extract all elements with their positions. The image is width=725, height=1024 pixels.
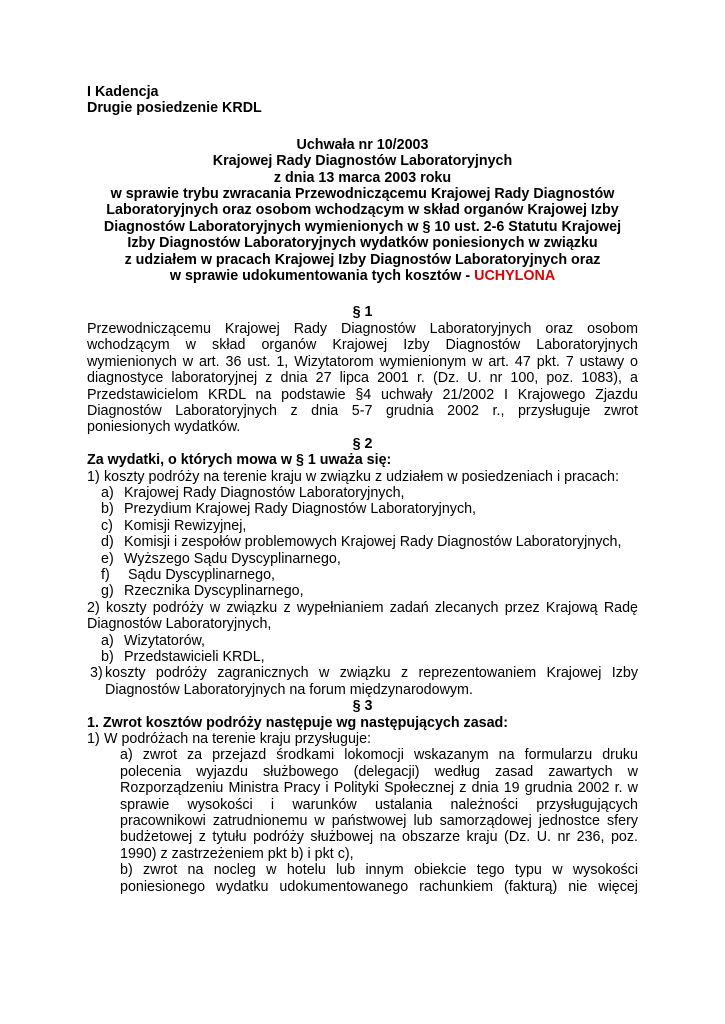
s2-item-1: [87, 469, 638, 485]
title-line-9-text: w sprawie udokumentowania tych kosztów -: [169, 268, 475, 285]
title-line-9: [87, 268, 638, 284]
list-item-text: Komisji Rewizyjnej,: [124, 517, 247, 534]
term-label: I Kadencja: [87, 84, 159, 100]
s3-item-1-a: a) zwrot za przejazd środkami lokomocji wskazanym na formularzu druku polecenia wyjazdu służbowego (delegacji) według zasad zawartych w Rozporządzeniu Ministra Pracy i Polityki Społecznej z dnia 19 grudnia 2002 r. w sprawie wysokości i warunków ustalania należności przysługujących pracownikowi zatrudnionemu w państwowej lub samorządowej jednostce sfery budżetowej z tytułu podróży służbowej na obszarze kraju (Dz. U. nr 236, poz. 1990) z zastrzeżeniem pkt b) i pkt c),: [120, 747, 638, 862]
section-3-mark: § 3: [352, 698, 373, 715]
document-page: [87, 84, 638, 895]
title-line-5: Laboratoryjnych oraz osobom wchodzącym w skład organów Krajowej Izby: [106, 202, 619, 219]
resolution-title: [87, 137, 638, 285]
list-item: [87, 551, 638, 567]
list-marker: a): [101, 632, 114, 649]
s3-item-1-num: 1): [87, 731, 100, 748]
s2-item-1-text: koszty podróży na terenie kraju w związku z udziałem w posiedzeniach i pracach:: [104, 468, 619, 485]
list-item: [87, 485, 638, 501]
list-marker: d): [101, 534, 114, 551]
s2-item-3-num: 3): [90, 665, 103, 682]
list-marker: b): [101, 649, 114, 665]
list-item-text: Sądu Dyscyplinarnego,: [124, 566, 275, 583]
list-item-text: Krajowej Rady Diagnostów Laboratoryjnych,: [124, 484, 405, 501]
section-2-mark: § 2: [352, 435, 373, 452]
title-line-6: Diagnostów Laboratoryjnych wymienionych w § 10 ust. 2-6 Statutu Krajowej: [103, 218, 622, 235]
status-badge: UCHYLONA: [474, 268, 556, 285]
s2-item-1-num: 1): [87, 468, 100, 485]
s2-item-2-text: 2) koszty podróży w związku z wypełnianiem zadań zlecanych przez Krajową Radę Diagnostów Laboratoryjnych,: [87, 599, 638, 633]
meeting-label: Drugie posiedzenie KRDL: [87, 100, 262, 117]
title-line-1: Uchwała nr 10/2003: [296, 136, 429, 153]
list-item: [87, 649, 638, 665]
list-item: [87, 534, 638, 550]
s2-item-3: [87, 665, 638, 698]
list-item: [87, 583, 638, 599]
s2-item-2-sublist: [87, 633, 638, 666]
s3-item-1-b: b) zwrot na nocleg w hotelu lub innym obiekcie tego typu w wysokości poniesionego wydatku udokumentowanego rachunkiem (fakturą) nie więcej: [120, 862, 638, 895]
section-3-heading: 1. Zwrot kosztów podróży następuje wg następujących zasad:: [87, 714, 509, 731]
title-line-2: Krajowej Rady Diagnostów Laboratoryjnych: [212, 153, 513, 170]
title-line-3: z dnia 13 marca 2003 roku: [273, 169, 452, 186]
list-marker: b): [101, 501, 114, 518]
list-marker: g): [101, 583, 114, 600]
s2-item-1-sublist: [87, 485, 638, 600]
list-item: [87, 633, 638, 649]
s3-item-1-text: W podróżach na terenie kraju przysługuje:: [104, 731, 372, 748]
list-item-text: Rzecznika Dyscyplinarnego,: [124, 583, 304, 600]
title-line-7: Izby Diagnostów Laboratoryjnych wydatków poniesionych w związku: [127, 235, 598, 252]
list-marker: c): [101, 517, 113, 534]
list-item: [87, 501, 638, 517]
list-item-text: Wizytatorów,: [124, 632, 206, 649]
list-item-text: Wyższego Sądu Dyscyplinarnego,: [124, 550, 341, 567]
s2-item-3-text: koszty podróży zagranicznych w związku z reprezentowaniem Krajowej Izby Diagnostów Laboratoryjnych na forum międzynarodowym.: [105, 665, 638, 698]
list-item: [87, 567, 638, 583]
list-marker: f): [101, 566, 110, 583]
list-item-text: Komisji i zespołów problemowych Krajowej Rady Diagnostów Laboratoryjnych,: [124, 534, 622, 551]
s3-item-1: [87, 731, 638, 747]
list-item: [87, 518, 638, 534]
title-line-8: z udziałem w pracach Krajowej Izby Diagnostów Laboratoryjnych oraz: [124, 251, 601, 268]
list-item-text: Prezydium Krajowej Rady Diagnostów Laboratoryjnych,: [124, 501, 477, 518]
list-marker: e): [101, 550, 114, 567]
section-1-mark: § 1: [352, 304, 373, 321]
title-line-4: w sprawie trybu zwracania Przewodniczącemu Krajowej Rady Diagnostów: [110, 186, 615, 203]
section-1-text: Przewodniczącemu Krajowej Rady Diagnostów Laboratoryjnych oraz osobom wchodzącym w skład organów Krajowej Izby Diagnostów Laboratoryjnych wymienionych w art. 36 ust. 1, Wizytatorom wymienionym w art. 47 pkt. 7 ustawy o diagnostyce laboratoryjnej z dnia 27 lipca 2001 r. (Dz. U. nr 100, poz. 1083), a Przedstawicielom KRDL na podstawie §4 uchwały 21/2002 I Krajowego Zjazdu Diagnostów Laboratoryjnych z dnia 5-7 grudnia 2002 r., przysługuje zwrot poniesionych wydatków.: [87, 320, 638, 436]
list-item-text: Przedstawicieli KRDL,: [124, 649, 265, 665]
list-marker: a): [101, 484, 114, 501]
section-2-heading: Za wydatki, o których mowa w § 1 uważa się:: [87, 452, 392, 469]
